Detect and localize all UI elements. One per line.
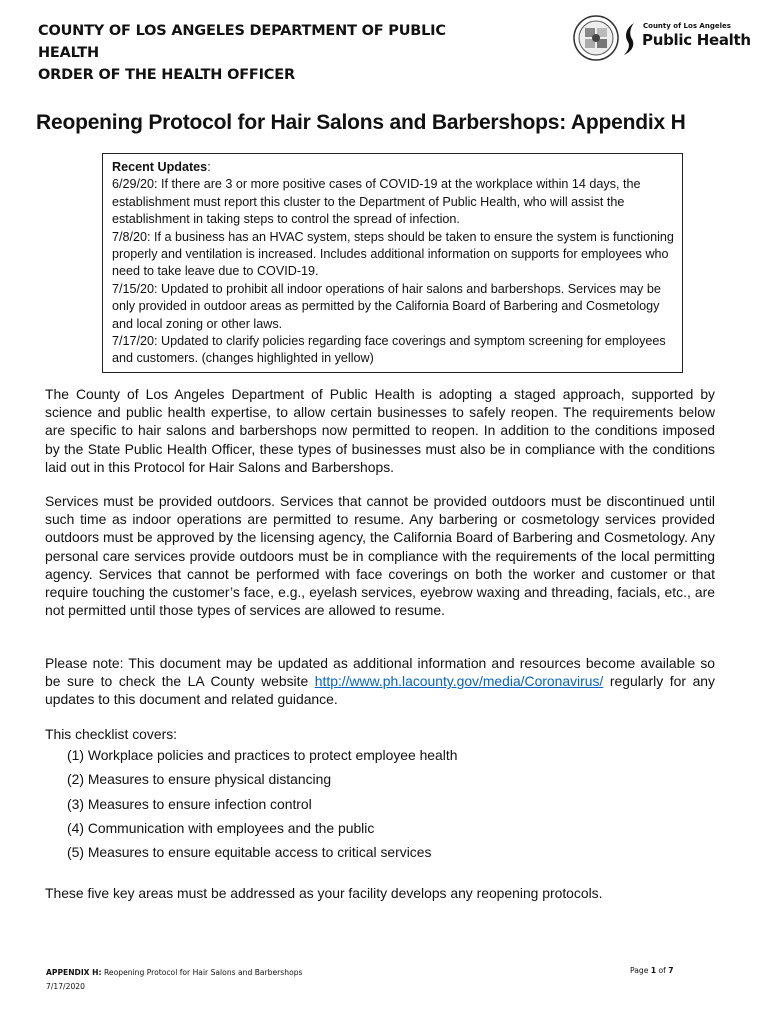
list-item: (2) Measures to ensure physical distancing [67,771,332,788]
document-title: Reopening Protocol for Hair Salons and Barbershops: Appendix H [36,111,686,134]
list-item: (4) Communication with employees and the public [67,819,375,836]
logo-county-text: County of Los Angeles [643,22,731,30]
document-header [38,20,498,86]
checklist [45,743,715,864]
header-department: COUNTY OF LOS ANGELES DEPARTMENT OF PUBLIC HEALTH [38,23,446,61]
public-health-swoosh-icon [622,22,638,56]
public-health-logo [622,20,751,56]
intro-paragraph: The County of Los Angeles Department of Public Health is adopting a staged approach, supported by science and public health expertise, to allow certain businesses to safely reopen. The requirements below are specific to hair salons and barbershops now permitted to reopen. In addition to the conditions imposed by the State Public Health Officer, these types of businesses must also be in compliance with the conditions laid out in this Protocol for Hair Salons and Barbershops. [45,386,715,475]
please-note-paragraph: Please note: This document may be updated as additional information and resources become available so be sure to check the LA County website http://www.ph.lacounty.gov/media/Coronavirus/ regularly for any updates to this document and related guidance. [45,655,715,708]
recent-updates-heading: Recent Updates [112,160,208,174]
coronavirus-website-link[interactable]: http://www.ph.lacounty.gov/media/Coronavirus/ [314,673,604,690]
update-item: 7/15/20: Updated to prohibit all indoor operations of hair salons and barbershops. Services may be only provided in outdoor areas as permitted by the California Board of Barbering and Cosmetology and local zoning or other laws. [112,281,661,331]
closing-paragraph: These five key areas must be addressed as your facility develops any reopening protocols. [45,885,603,901]
update-item: 6/29/20: If there are 3 or more positive cases of COVID-19 at the workplace within 14 days, the establishment must report this cluster to the Department of Public Health, who will assist the establishment in taking steps to control the spread of infection. [112,177,641,227]
list-item: (5) Measures to ensure equitable access to critical services [67,844,432,861]
checklist-section [45,725,715,864]
footer-appendix-label: APPENDIX H: [46,968,102,977]
recent-updates-box: Recent Updates: 6/29/20: If there are 3 or more positive cases of COVID-19 at the workplace within 14 days, the establishment must report this cluster to the Department of Public Health, who will assist the establishment in taking steps to control the spread of infection. 7/8/20: If a business has an HVAC system, steps should be taken to ensure the system is functioning properly and ventilation is increased. Includes additional information on supports for employees who need to take leave due to COVID-19. 7/15/20: Updated to prohibit all indoor operations of hair salons and barbershops. Services may be only provided in outdoor areas as permitted by the California Board of Barbering and Cosmetology and local zoning or other laws. 7/17/20: Updated to clarify policies regarding face coverings and symptom screening for employees and customers. (changes highlighted in yellow) [102,153,683,373]
footer-appendix-text: Reopening Protocol for Hair Salons and Barbershops [101,968,303,977]
logo-public-health-text: Public Health [642,31,751,49]
update-item: 7/17/20: Updated to clarify policies regarding face coverings and symptom screening for employees and customers. (changes highlighted in yellow) [112,334,666,366]
checklist-intro: This checklist covers: [45,726,177,742]
footer-appendix [46,966,303,994]
footer-date: 7/17/2020 [46,982,85,991]
outdoor-services-paragraph: Services must be provided outdoors. Services that cannot be provided outdoors must be discontinued until such time as indoor operations are permitted to resume. Any barbering or cosmetology services provided outdoors must be approved by the licensing agency, the California Board of Barbering and Cosmetology. Any personal care services provide outdoors must be in compliance with the requirements of the local permitting agency. Services that cannot be performed with face coverings on both the worker and customer or that require touching the customer’s face, e.g., eyelash services, eyebrow waxing and threading, facials, etc., are not permitted until those types of services are allowed to resume. [45,493,715,619]
county-seal-icon [573,15,619,61]
list-item: (1) Workplace policies and practices to protect employee health [67,747,458,764]
list-item: (3) Measures to ensure infection control [67,795,312,812]
header-order: ORDER OF THE HEALTH OFFICER [38,67,295,83]
footer-page-number: Page 1 of 7 [630,966,674,975]
update-item: 7/8/20: If a business has an HVAC system, steps should be taken to ensure the system is functioning properly and ventilation is increased. Includes additional information on supports for employees who need to take leave due to COVID-19. [112,229,674,279]
